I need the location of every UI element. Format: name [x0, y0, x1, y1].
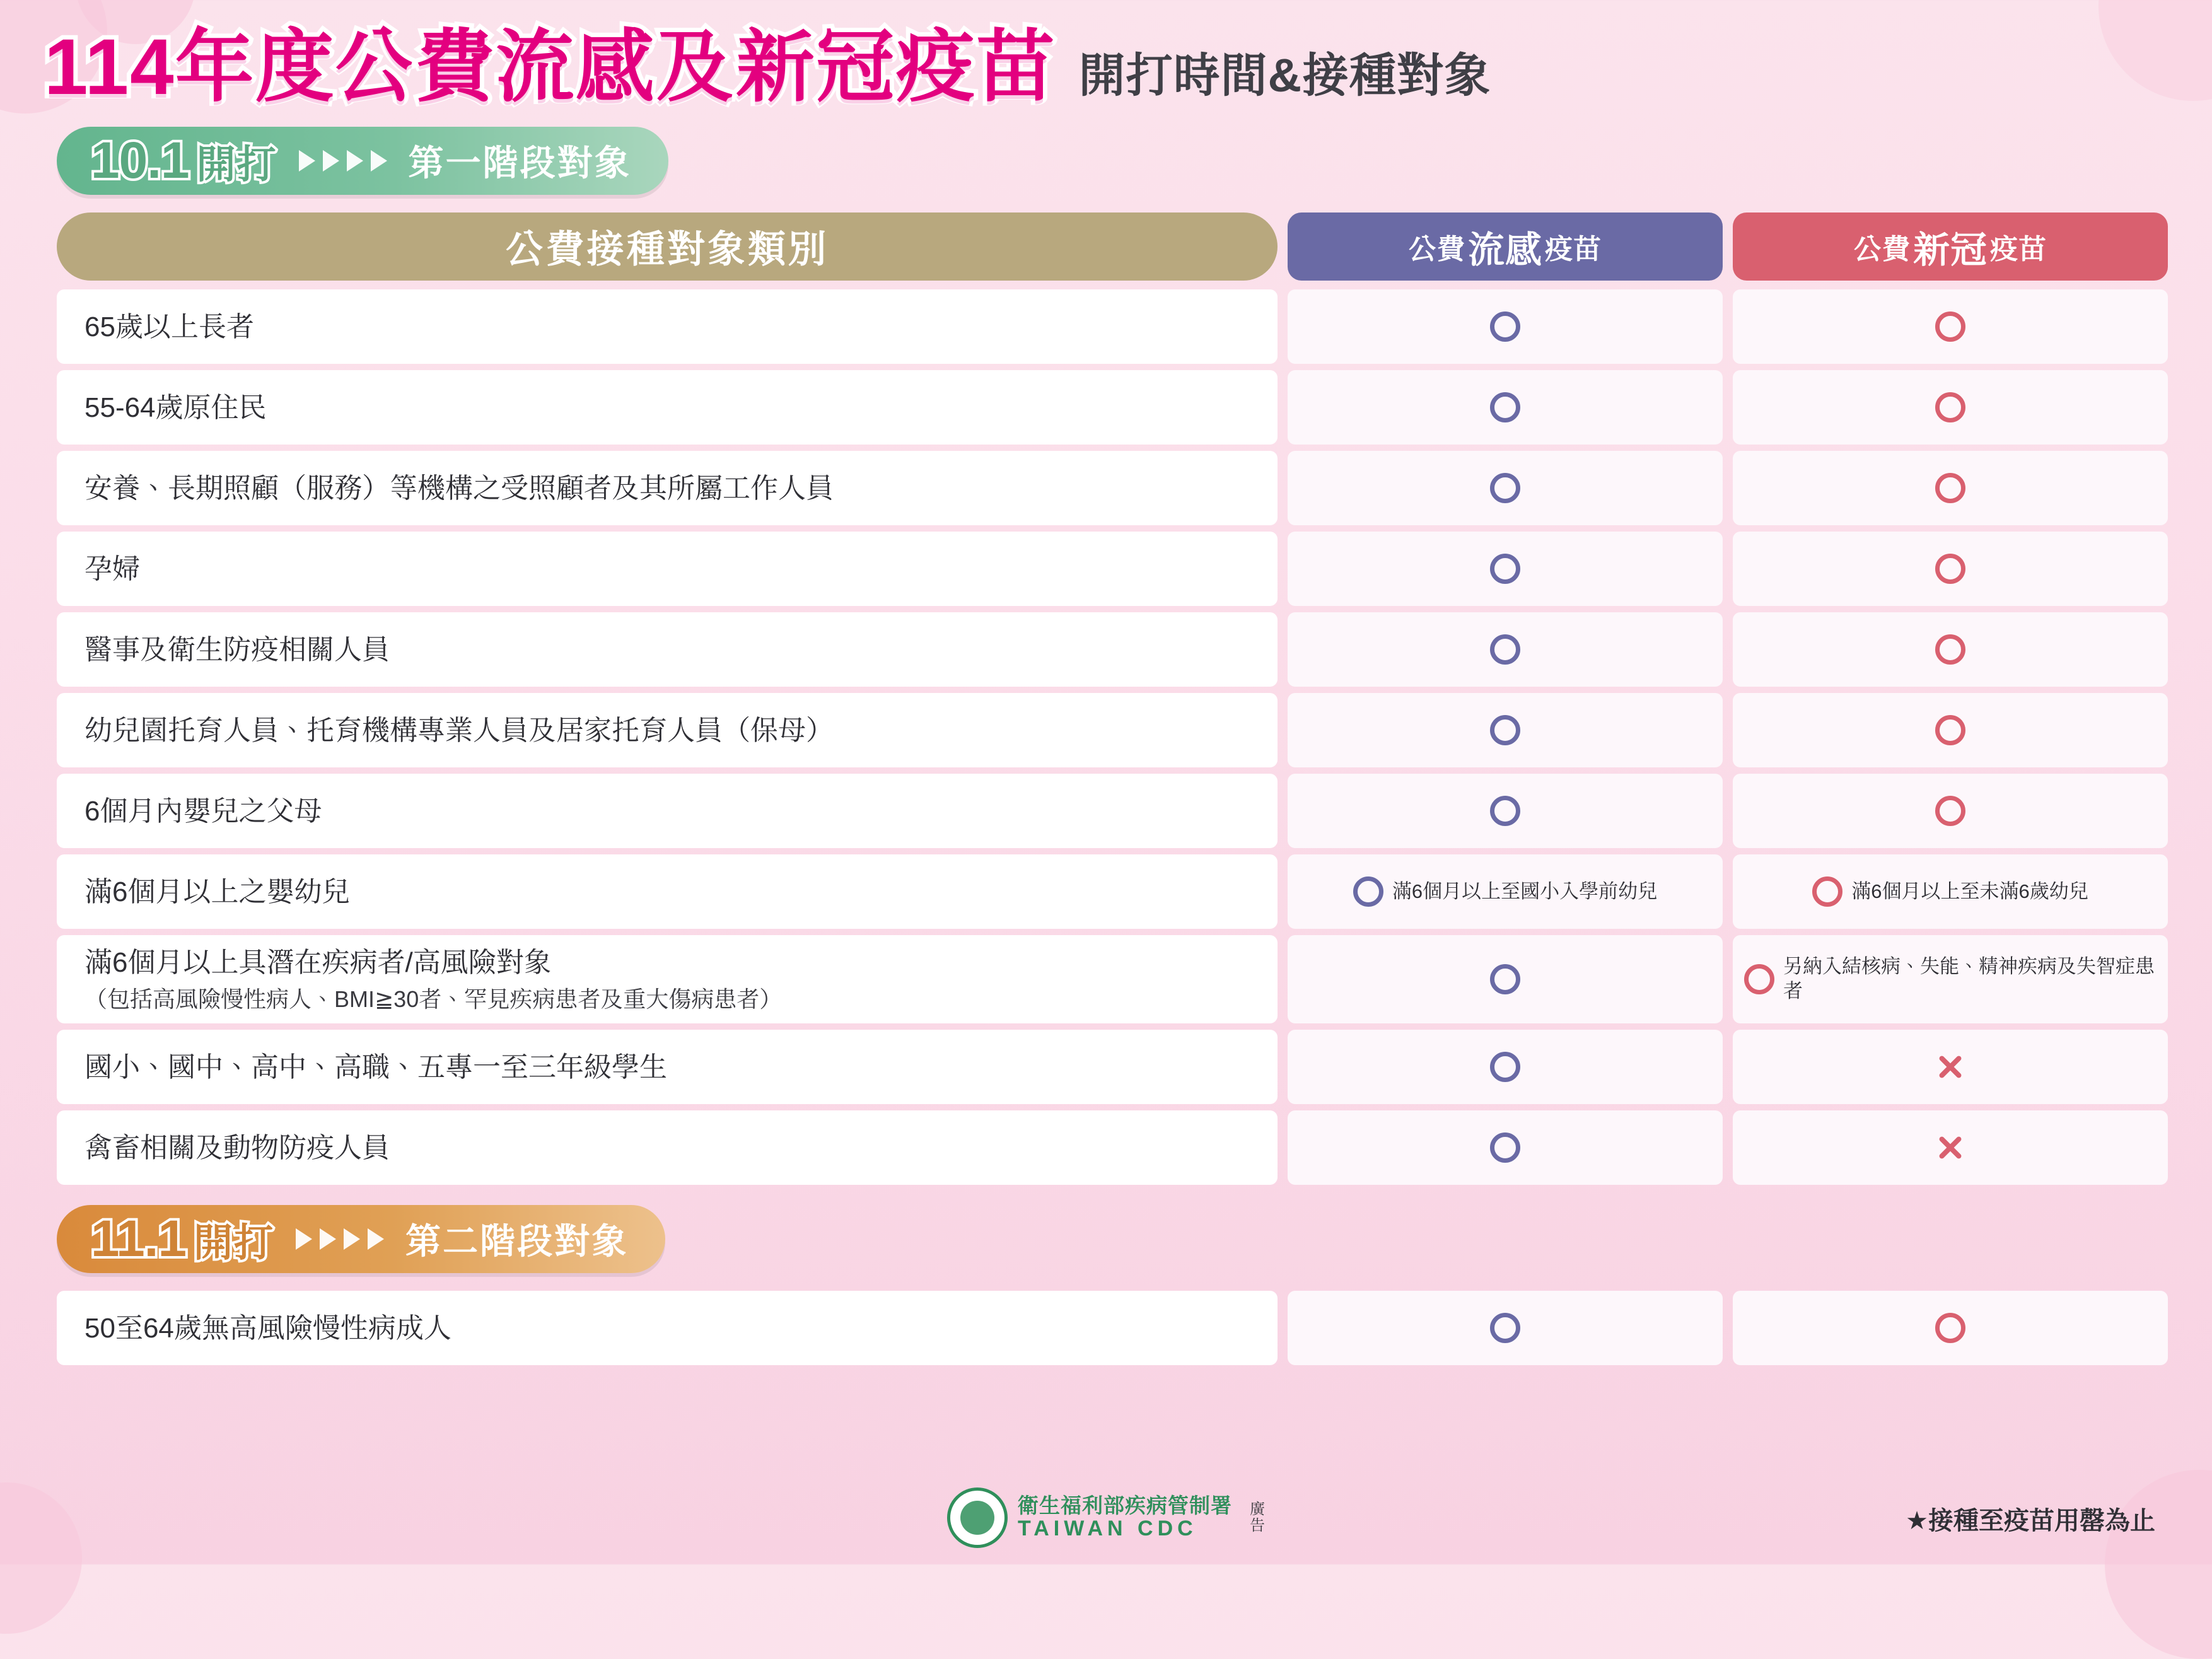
covid-eligibility-cell [1733, 1110, 2168, 1185]
flu-eligibility-cell [1288, 370, 1723, 445]
circle-icon [1490, 1313, 1520, 1343]
category-label: 禽畜相關及動物防疫人員 [84, 1132, 390, 1163]
flu-eligibility-cell [1288, 289, 1723, 364]
table-row [57, 774, 2168, 848]
category-sublabel: （包括高風險慢性病人、BMI≧30者、罕見疾病患者及重大傷病患者） [84, 986, 783, 1012]
category-label: 孕婦 [84, 553, 140, 585]
column-header-covid [1733, 212, 2168, 281]
stage-2-pill [57, 1205, 665, 1273]
eligibility-note: 另納入結核病、失能、精神疾病及失智症患者 [1783, 955, 2155, 1002]
stage-2-banner [57, 1201, 2212, 1277]
table-row [57, 1110, 2168, 1185]
cross-icon [1936, 1134, 1964, 1161]
covid-eligibility-cell [1733, 532, 2168, 606]
circle-icon [1490, 392, 1520, 422]
covid-eligibility-cell [1733, 1030, 2168, 1104]
page-footer [0, 1487, 2212, 1548]
category-cell [57, 612, 1278, 687]
flu-big: 流感 [1467, 230, 1542, 271]
stage-1-kai: 開打 [196, 143, 277, 187]
table-row [57, 289, 2168, 364]
cdc-org-cn: 衛生福利部疾病管制署 [1018, 1494, 1232, 1518]
circle-icon [1935, 715, 1965, 745]
circle-icon [1490, 311, 1520, 342]
page-subtitle: 開打時間&接種對象 [1078, 49, 1492, 102]
column-header-category: 公費接種對象類別 [57, 212, 1278, 281]
flu-eligibility-cell [1288, 532, 1723, 606]
stage-1-label: 第一階段對象 [408, 143, 632, 183]
category-cell [57, 693, 1278, 767]
circle-icon [1935, 1313, 1965, 1343]
category-label: 6個月內嬰兒之父母 [84, 795, 322, 827]
circle-icon [1490, 554, 1520, 584]
flu-eligibility-cell [1288, 1291, 1723, 1365]
stage-1-table [57, 212, 2168, 1185]
page-header [0, 0, 2212, 111]
eligibility-note: 滿6個月以上至國小入學前幼兒 [1392, 880, 1658, 902]
ad-char-2: 告 [1250, 1517, 1265, 1534]
category-cell [57, 532, 1278, 606]
arrows-icon [299, 150, 387, 172]
flu-eligibility-cell [1288, 774, 1723, 848]
table-row [57, 1030, 2168, 1104]
flu-eligibility-cell [1288, 451, 1723, 525]
table-row [57, 370, 2168, 445]
circle-icon [1490, 1052, 1520, 1082]
ad-char-1: 廣 [1250, 1500, 1265, 1518]
circle-icon [1490, 964, 1520, 994]
table-body [57, 1291, 2168, 1365]
flu-eligibility-cell [1288, 693, 1723, 767]
table-row [57, 451, 2168, 525]
category-cell [57, 370, 1278, 445]
circle-icon [1935, 473, 1965, 503]
category-label: 醫事及衛生防疫相關人員 [84, 634, 390, 665]
circle-icon [1744, 964, 1774, 994]
category-label: 國小、國中、高中、高職、五專一至三年級學生 [84, 1051, 667, 1083]
footer-note: ★接種至疫苗用罄為止 [1906, 1507, 2155, 1535]
advertisement-mark [1250, 1501, 1265, 1535]
table-body [57, 289, 2168, 1185]
category-cell [57, 854, 1278, 929]
category-label: 安養、長期照顧（服務）等機構之受照顧者及其所屬工作人員 [84, 472, 834, 504]
covid-eligibility-cell [1733, 370, 2168, 445]
flu-eligibility-cell [1288, 612, 1723, 687]
stage-1-date: 10.1 [91, 132, 189, 189]
circle-icon [1935, 634, 1965, 665]
category-cell [57, 451, 1278, 525]
category-cell [57, 774, 1278, 848]
category-cell [57, 289, 1278, 364]
category-cell [57, 935, 1278, 1023]
flu-eligibility-cell [1288, 1030, 1723, 1104]
circle-icon [1935, 392, 1965, 422]
circle-icon [1935, 554, 1965, 584]
cov-suffix: 疫苗 [1990, 234, 2047, 265]
eligibility-note: 滿6個月以上至未滿6歲幼兒 [1851, 880, 2088, 902]
table-row [57, 532, 2168, 606]
category-label: 滿6個月以上之嬰幼兒 [84, 876, 350, 907]
flu-eligibility-cell [1288, 935, 1723, 1023]
stage-2-table [57, 1291, 2168, 1365]
category-label: 65歲以上長者 [84, 311, 254, 342]
stage-1-pill [57, 127, 668, 195]
circle-icon [1935, 796, 1965, 826]
covid-eligibility-cell [1733, 693, 2168, 767]
covid-eligibility-cell [1733, 854, 2168, 929]
circle-icon [1490, 796, 1520, 826]
cdc-seal-icon [947, 1487, 1008, 1548]
column-header-flu [1288, 212, 1723, 281]
flu-prefix: 公費 [1408, 234, 1465, 265]
circle-icon [1935, 311, 1965, 342]
page-title: 114年度公費流感及新冠疫苗 [44, 23, 1056, 111]
cdc-logo-block [947, 1487, 1265, 1548]
circle-icon [1490, 634, 1520, 665]
flu-eligibility-cell [1288, 854, 1723, 929]
circle-icon [1490, 473, 1520, 503]
category-label: 50至64歲無高風險慢性病成人 [84, 1312, 451, 1344]
circle-icon [1490, 715, 1520, 745]
stage-1-banner [57, 123, 2212, 199]
table-row [57, 693, 2168, 767]
category-cell [57, 1291, 1278, 1365]
circle-icon [1490, 1132, 1520, 1163]
category-label: 幼兒園托育人員、托育機構專業人員及居家托育人員（保母） [84, 714, 834, 746]
cov-prefix: 公費 [1853, 234, 1911, 265]
covid-eligibility-cell [1733, 1291, 2168, 1365]
category-cell [57, 1030, 1278, 1104]
category-cell [57, 1110, 1278, 1185]
stage-2-date: 11.1 [91, 1210, 187, 1267]
table-row [57, 854, 2168, 929]
covid-eligibility-cell [1733, 451, 2168, 525]
arrows-icon [296, 1228, 384, 1250]
cov-big: 新冠 [1912, 230, 1988, 271]
cross-icon [1936, 1053, 1964, 1081]
covid-eligibility-cell [1733, 774, 2168, 848]
flu-suffix: 疫苗 [1545, 234, 1602, 265]
table-row [57, 1291, 2168, 1365]
covid-eligibility-cell [1733, 612, 2168, 687]
category-label: 滿6個月以上具潛在疾病者/高風險對象 [84, 947, 552, 978]
circle-icon [1812, 876, 1842, 907]
table-row [57, 935, 2168, 1023]
circle-icon [1353, 876, 1383, 907]
covid-eligibility-cell [1733, 935, 2168, 1023]
table-header-row [57, 212, 2168, 281]
covid-eligibility-cell [1733, 289, 2168, 364]
cdc-org-en: TAIWAN CDC [1018, 1516, 1197, 1541]
flu-eligibility-cell [1288, 1110, 1723, 1185]
stage-2-kai: 開打 [194, 1221, 275, 1265]
category-label: 55-64歲原住民 [84, 392, 267, 423]
table-row [57, 612, 2168, 687]
stage-2-label: 第二階段對象 [405, 1221, 629, 1261]
